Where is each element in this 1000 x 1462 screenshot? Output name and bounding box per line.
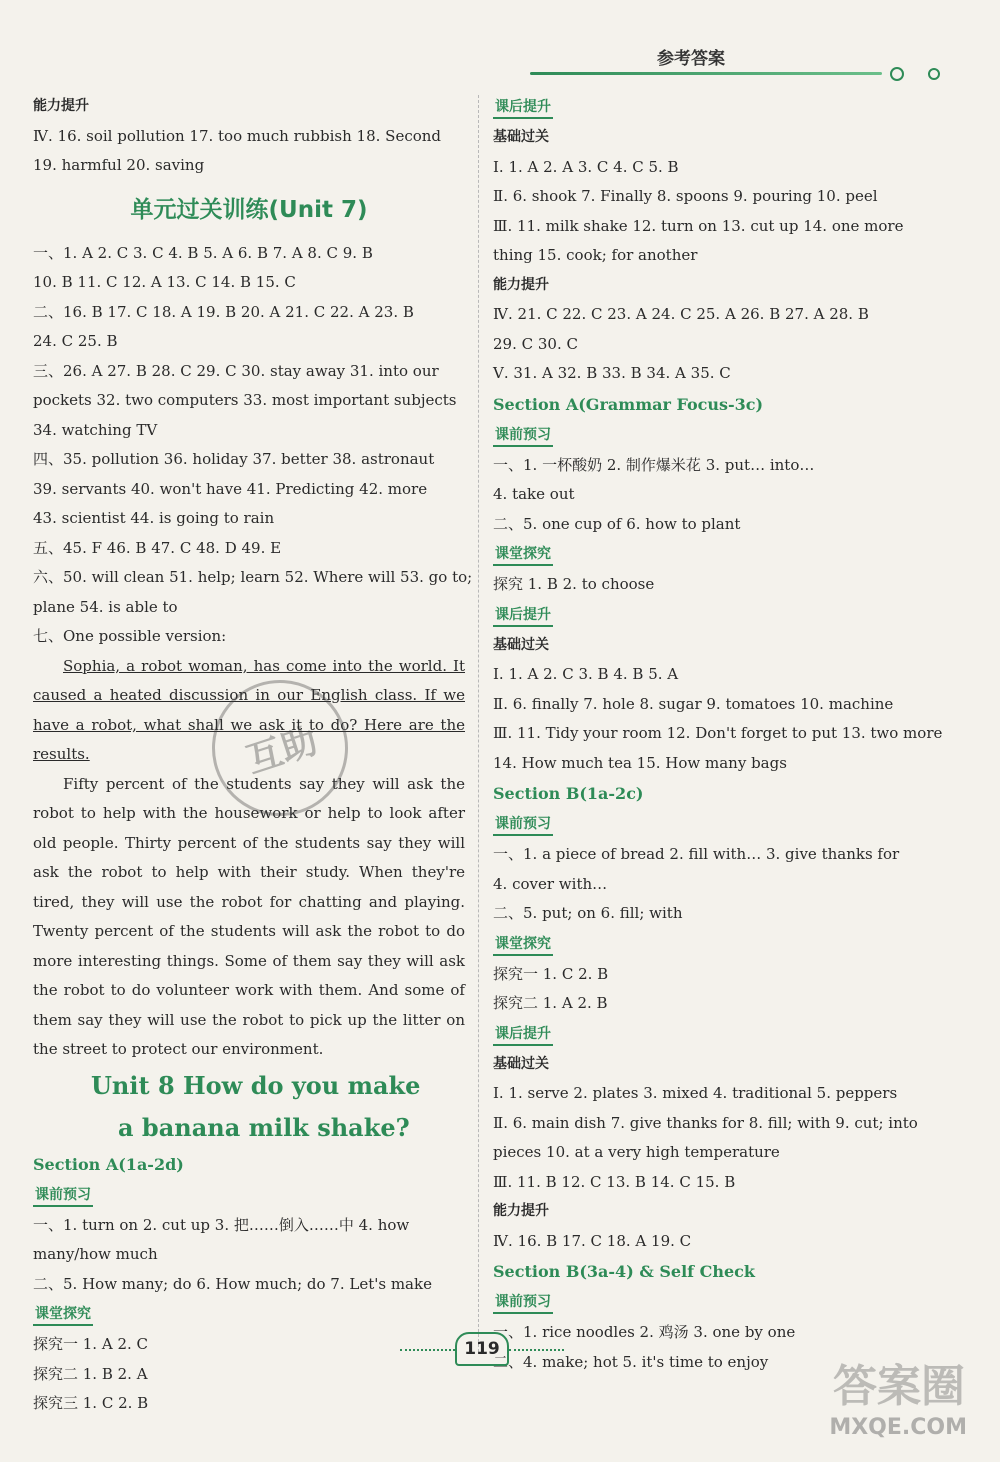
dotted-rule (400, 1349, 455, 1351)
section-tag-label: 课后提升 (495, 1025, 551, 1042)
answer-line: 34. watching TV (33, 420, 158, 439)
answer-line: 10. B 11. C 12. A 13. C 14. B 15. C (33, 273, 296, 291)
section-tag-label: 课前预习 (495, 426, 551, 443)
answer-line: 探究 1. B 2. to choose (493, 575, 655, 593)
watermark-text: 答案圈 (833, 1361, 965, 1412)
answer-line: 二、5. put; on 6. fill; with (493, 904, 683, 922)
seal-stamp-text: 互助 (241, 720, 323, 782)
section-tag (493, 1292, 553, 1314)
subsection-heading: 基础过关 (493, 1055, 549, 1072)
section-tag (493, 1024, 553, 1046)
section-tag (493, 544, 553, 566)
answer-line: 24. C 25. B (33, 332, 118, 350)
answer-line: 4. take out (493, 485, 575, 503)
answer-line: Ⅲ. 11. Tidy your room 12. Don't forget to put 13. two more (493, 724, 943, 742)
section-heading: Section A(1a-2d) (33, 1154, 184, 1174)
answer-line: 一、1. turn on 2. cut up 3. 把……倒入……中 4. how (33, 1215, 410, 1234)
answer-line: Ⅳ. 21. C 22. C 23. A 24. C 25. A 26. B 27. A 28. B (493, 305, 869, 323)
answer-line: 43. scientist 44. is going to rain (33, 509, 275, 527)
unit-test-title: 单元过关训练(Unit 7) (130, 196, 368, 223)
answer-line: 探究一 1. A 2. C (33, 1335, 149, 1353)
answer-line: Ⅱ. 6. main dish 7. give thanks for 8. fill; with 9. cut; into (493, 1113, 918, 1132)
answer-line: thing 15. cook; for another (493, 246, 698, 264)
answer-line: 七、One possible version: (33, 627, 227, 645)
essay-underlined-text: Sophia, a robot woman, has come into the world. It caused a heated discussion in our English class. If we have a robot, what shall we ask it to do? Here are the results. (33, 656, 465, 763)
section-tag (493, 934, 553, 956)
answer-line: 一、1. 一杯酸奶 2. 制作爆米花 3. put… into… (493, 455, 815, 474)
subsection-heading: 能力提升 (493, 1203, 549, 1219)
header-title: 参考答案 (657, 49, 725, 69)
answer-line: 一、1. a piece of bread 2. fill with… 3. give thanks for (493, 845, 900, 863)
answer-line: 探究二 1. A 2. B (493, 994, 608, 1012)
section-tag-label: 课后提升 (495, 606, 551, 623)
essay-paragraph: Fifty percent of the students say they will ask the robot to help with the housework or help to look after old people. Thirty percent of the students say they will ask the robot to help with their study. When they're tired, they will use the robot for chatting and playing. Twenty percent of the students will ask the robot to do more interesting things. Some of them say they will ask the robot to do volunteer work with them. And some of them say they will use the robot to pick up the litter on the street to protect our environment. (33, 774, 465, 1058)
header-dot-icon (928, 68, 940, 80)
answer-line: 探究二 1. B 2. A (33, 1364, 148, 1383)
page-number-badge (400, 1332, 570, 1368)
answer-line: Ⅰ. 1. A 2. C 3. B 4. B 5. A (493, 665, 679, 683)
section-tag-label: 课堂探究 (35, 1306, 91, 1322)
subsection-heading: 能力提升 (493, 276, 549, 293)
section-tag-label: 课前预习 (495, 816, 551, 832)
unit-title-line2: a banana milk shake? (118, 1112, 410, 1142)
answer-line: Ⅱ. 6. finally 7. hole 8. sugar 9. tomatoes 10. machine (493, 694, 894, 713)
answer-line: 二、4. make; hot 5. it's time to enjoy (493, 1352, 769, 1371)
answer-line: Ⅳ. 16. B 17. C 18. A 19. C (493, 1231, 692, 1250)
answer-line: 29. C 30. C (493, 334, 578, 353)
page-number: 119 (455, 1332, 509, 1366)
page-header (530, 38, 940, 82)
answer-line: Ⅰ. 1. A 2. A 3. C 4. C 5. B (493, 157, 679, 176)
answer-line: 六、50. will clean 51. help; learn 52. Where will 53. go to; (33, 568, 473, 586)
answer-line: 4. cover with… (493, 874, 608, 893)
answer-line: 三、26. A 27. B 28. C 29. C 30. stay away 31. into our (33, 361, 439, 380)
section-tag-label: 课堂探究 (495, 546, 551, 562)
answer-line: Ⅲ. 11. milk shake 12. turn on 13. cut up 14. one more (493, 216, 904, 235)
answer-line: 39. servants 40. won't have 41. Predicting 42. more (33, 479, 428, 498)
section-tag-label: 课前预习 (495, 1294, 551, 1310)
section-tag (33, 1185, 93, 1207)
answer-line: 二、5. How many; do 6. How much; do 7. Let's make (33, 1274, 432, 1293)
section-heading: Section B(3a-4) & Self Check (493, 1262, 755, 1281)
answer-line: Ⅴ. 31. A 32. B 33. B 34. A 35. C (493, 364, 731, 382)
answer-line: 二、5. one cup of 6. how to plant (493, 514, 741, 533)
answer-line: many/how much (33, 1245, 158, 1263)
answer-line: 一、1. rice noodles 2. 鸡汤 3. one by one (493, 1323, 796, 1341)
subsection-heading: 基础过关 (493, 129, 549, 145)
section-tag-label: 课前预习 (35, 1186, 91, 1203)
answer-line: 四、35. pollution 36. holiday 37. better 38. astronaut (33, 450, 435, 468)
section-heading: Section B(1a-2c) (493, 784, 644, 803)
answer-line: Ⅳ. 16. soil pollution 17. too much rubbish 18. Second (33, 126, 442, 145)
answer-line: 14. How much tea 15. How many bags (493, 753, 787, 772)
section-tag (493, 814, 553, 836)
header-rule (530, 72, 882, 75)
subsection-heading: 基础过关 (493, 636, 549, 653)
section-tag (493, 425, 553, 447)
answer-line: 一、1. A 2. C 3. C 4. B 5. A 6. B 7. A 8. C 9. B (33, 243, 373, 262)
dotted-rule (509, 1349, 564, 1351)
watermark-logo (805, 1350, 975, 1440)
section-tag (33, 1304, 93, 1326)
section-heading: Section A(Grammar Focus-3c) (493, 394, 764, 414)
answer-line: 二、16. B 17. C 18. A 19. B 20. A 21. C 22. A 23. B (33, 302, 414, 321)
answer-line: pieces 10. at a very high temperature (493, 1143, 780, 1161)
answer-line: plane 54. is able to (33, 597, 178, 616)
unit-title-line1: Unit 8 How do you make (91, 1070, 421, 1100)
section-tag-label: 课后提升 (495, 99, 551, 115)
watermark-url: MXQE.COM (829, 1415, 967, 1440)
answer-line: 探究三 1. C 2. B (33, 1394, 149, 1412)
subsection-heading: 能力提升 (33, 98, 89, 114)
section-tag-label: 课堂探究 (495, 935, 551, 952)
answer-line: Ⅲ. 11. B 12. C 13. B 14. C 15. B (493, 1172, 736, 1191)
section-tag (493, 97, 553, 119)
answer-line: 探究一 1. C 2. B (493, 964, 609, 983)
answer-line: Ⅰ. 1. serve 2. plates 3. mixed 4. traditional 5. peppers (493, 1084, 898, 1102)
header-dot-icon (890, 67, 904, 81)
column-divider (478, 95, 479, 1352)
answer-line: 五、45. F 46. B 47. C 48. D 49. E (33, 538, 282, 557)
right-column (493, 92, 943, 1377)
answer-line: 19. harmful 20. saving (33, 156, 205, 174)
answer-line: Ⅱ. 6. shook 7. Finally 8. spoons 9. pouring 10. peel (493, 187, 878, 205)
answer-line: pockets 32. two computers 33. most important subjects (33, 391, 457, 409)
section-tag (493, 605, 553, 627)
